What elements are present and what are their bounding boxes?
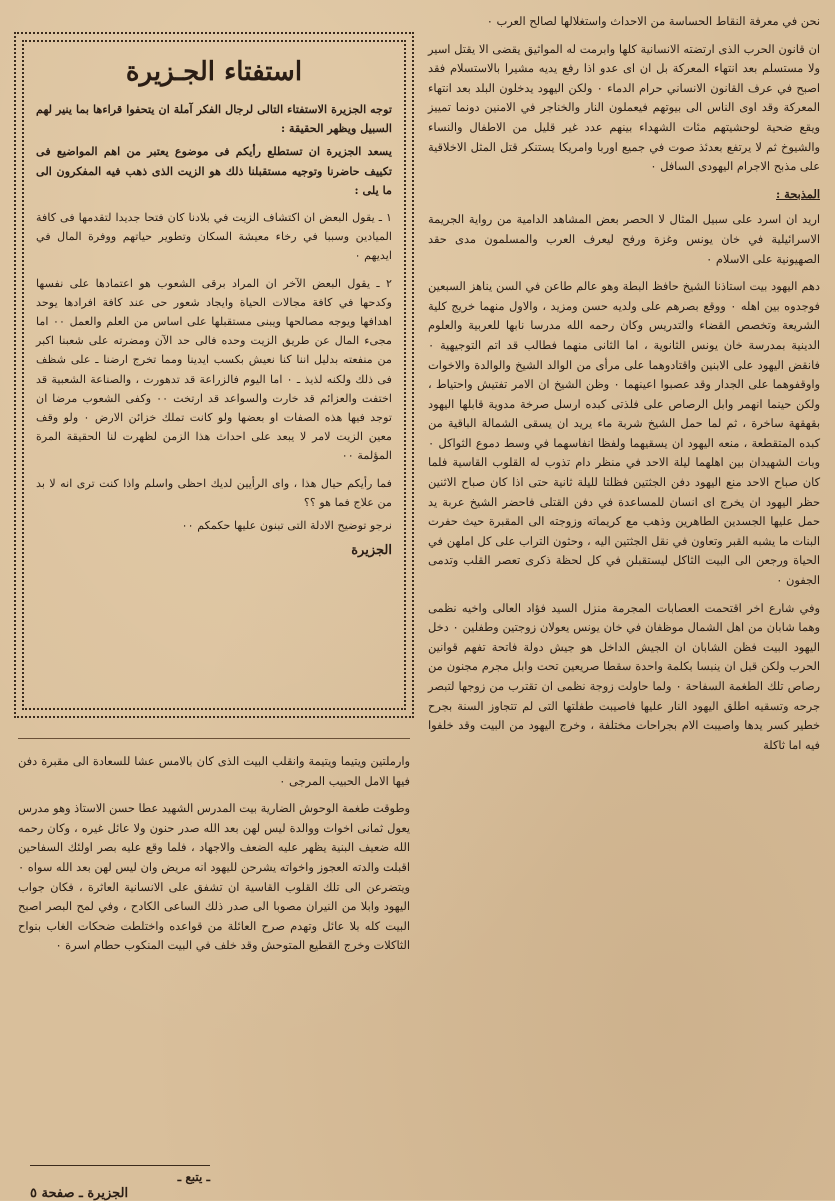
survey-signature: الجزيرة <box>351 543 392 559</box>
survey-item-1: ١ ـ يقول البعض ان اكتشاف الزيت في بلادنا كان فتحا جديدا لتقدمها فى كافة الميادين وسببا في رخاء معيشة السكان وتطوير حياتهم ووفرة المال في ايديهم ٠ <box>36 211 392 263</box>
paragraph: ان قانون الحرب الذى ارتضته الانسانية كلها وابرمت له المواثيق يقضى الا يقتل اسير ولا مستسلم بعد انتهاء المعركة بل ان اى عدو اذا رفع يديه مشيرا بالاستسلام فقد اصبح في عرف القانون الانساني حرام الدماء ٠ ولكن اليهود يدخلون البلد بعد انتهاء المعركة وقد اوى الناس الى بيوتهم فيعملون النار والخناجر في الامنين دونما تمييز ويقع ضحية لوحشيتهم مئات الشهداء بينهم عدد غير قليل من الاطفال والنساء والشيوخ ثم لا يرتفع بعدئذ صوت في جميع اوربا وامريكا يستنكر قتل المثل الاخلاقية على مذبح الاجرام اليهودى السافل ٠ <box>428 41 820 174</box>
page-footer: الجزيرة ـ صفحة ٥ <box>30 1186 129 1201</box>
left-column <box>18 752 410 964</box>
survey-intro-2: يسعد الجزيرة ان تستطلع رأيكم فى موضوع يعتبر من اهم المواضيع فى تكييف حاضرنا وتوجيه مستقبلنا ذلك هو الزيت الذى ذهب فيه المفكرون الى ما يلى : <box>36 144 392 197</box>
continued-note: ـ يتبع ـ <box>30 1165 210 1184</box>
paragraph: اريد ان اسرد على سبيل المثال لا الحصر بعض المشاهد الدامية من رواية الجريمة الاسرائيلية في خان يونس وغزة ورفح ليعرف العرب والمسلمون مدى حقد الصهيونية على الاسلام ٠ <box>428 212 820 266</box>
paragraph: وارملتين ويتيما ويتيمة وانقلب البيت الذى كان بالامس عشا للسعادة الى مقبرة دفن فيها الامل الحبيب المرجى ٠ <box>18 754 410 788</box>
survey-question: فما رأيكم حيال هذا ، واى الرأيين لديك احظى واسلم واذا كنت ترى انه لا بد من علاج فما هو ؟؟ <box>36 476 392 509</box>
right-column <box>428 12 820 763</box>
column-divider <box>18 738 410 739</box>
survey-box <box>14 32 414 718</box>
paragraph: وطوقت طغمة الوحوش الضارية بيت المدرس الشهيد عطا حسن الاستاذ وهو مدرس يعول ثمانى اخوات ووالدة ليس لهن بعد الله صدر حنون ولا عائل غيره ، وكان رحمه الله ضعيف البنية يظهر عليه الضعف والاجهاد ، فلما وقع عليه بصر اولئك السفاحين اقبلت والدته العجوز واخواته يشرحن لليهود انه مريض وان ليس لهن بعد الله سواه ٠ ويتضرعن الى تلك القلوب القاسية ان تشفق على الانسانية العاثرة ، فكان جواب اليهود وابلا من النيران مصوبا الى صدر ذلك الساعى الكادح ، وفي لمح البصر اصبح البيت كله بلا عائل وتهدم صرح العائلة من قواعده واختلطت ضحكات الغاب بنواح الثاكلات وخرج القطيع المتوحش وقد خلف في البيت المنكوب حطام اسرة ٠ <box>18 801 410 953</box>
survey-item-2: ٢ ـ يقول البعض الآخر ان المراد برقى الشعوب هو اعتمادها على نفسها وكدحها في كافة مجالات الحياة وايجاد شعور حى عند كافة افرادها يوحد اهدافها ويوجه مصالحها ويبنى مستقبلها على اساس من العلم والعمل ٠٠ اما مجىء المال عن طريق الزيت وحده فالى حد الآن ومضرته على شعبنا اكبر من منفعته بدليل اننا كنا نعيش بكسب ايدينا ومما تخرج ارضنا ـ على شظف فى ذلك ولكنه لذيذ ـ ٠ اما اليوم فالزراعة قد تدهورت ، والصناعة الشعبية قد اختفت والعزائم قد خارت والسواعد قد ارتخت ٠٠ وكفى الشعوب مرضا ان توجد فيها هذه الصفات او بعضها ولو كانت تملك خزائن الارض ٠ ولو وقف معين الزيت لامر لا يبعد على احداث هذا الزمن لظهرت لنا الحقيقة المرة المؤلمة ٠٠ <box>36 276 392 463</box>
survey-request: نرجو توضيح الادلة التى تبنون عليها حكمكم ٠٠ <box>181 519 392 533</box>
section-heading-massacre: المذبحة : <box>776 186 820 201</box>
survey-masthead: استفتاء الجـزيرة <box>125 57 303 87</box>
survey-intro: توجه الجزيرة الاستفتاء التالى لرجال الفكر آملة ان يتحفوا قراءها بما ينير لهم السبيل ويظهر الحقيقة : <box>36 102 392 136</box>
paragraph: دهم اليهود بيت استاذنا الشيخ حافظ البطة وهو عالم طاعن في السن يناهز السبعين فوجدوه بين اهله ٠ ووقع بصرهم على ولديه حسن ومزيد ، والاول منهما خريج كلية الشريعة وتخصص القضاء والتدريس وكان رحمه الله مدرسا نابها للعربية والعلوم الدينية بمدرسة خان يونس الثانوية ، اما الثانى منهما فطالب قد اتم التوجيهية ٠ فانقض اليهود على الابنين واقتادوهما على مرأى من الوالد الشيخ والوالدة والاخوات واوقفوهما على الجدار وقد عصبوا اعينهما ٠ وظن الشيخ ان الامر تفتيش واحتياط ، ولكن حينما انهمر وابل الرصاص على فلذتى كبده ارسل صرخة مدوية قابلها اليهود بقهقهة ساخرة ، ثم لما حمل الشيخ شربة ماء يريد ان يسقى الشمالة الباقية من كبده المتقطعة ، منعه اليهود ان يسقيهما ولفظا انفاسهما في وسط دموع الثواكل ٠ وبات الشهيدان بين اهلهما ليلة الاحد في منظر دام تذوب له القلوب القاسية فلما كان صباح الاحد منع اليهود دفن الجثتين فظلتا لليلة ثانية حتى اذا كان صباح الاثنين حظر اليهود ان يخرج اى انسان للمساعدة في دفن القتلى فاحضر الشيخ عربة يد حمل عليها الجسدين الطاهرين وذهب مع كريماته وزوجته الى المقبرة حيث حفرت البنات ما يشبه القبر وتعاون في نقل الجثتين اليه ، وحثون التراب على كل املهن في الحياة ورجعن الى البيت الثاكل ليستقبلن في كل لحظة ذكرى تعصر القلب وتدمى الجفون ٠ <box>428 279 821 588</box>
paragraph: وفي شارع اخر اقتحمت العصابات المجرمة منزل السيد فؤاد العالى واخيه نظمى وهما شابان من اهل الشمال موظفان في خان يونس يعولان زوجتين وطفلين ٠ دخل اليهود البيت فظن الشابان ان الجيش الداخل هو جيش دولة فاتحة تفهم قوانين الحرب ولكن قبل ان ينبسا بكلمة واحدة سقطا صريعين تحت وابل مجرم مجنون من رصاص تلك الطغمة السفاحة ٠ ولما حاولت زوجة نظمى ان تقترب من زوجها لتبصر جرحه وتسقيه اطلق اليهود النار عليها فاصيبت طفلتها التى لم تتجاوز السنة بجرح خطير كسر يدها واصيبت الام بجراحات مختلفة ، وخرج اليهود من البيت وقد خلفوا فيه اما ثاكلة <box>428 600 820 752</box>
paragraph: نحن في معرفة النقاط الحساسة من الاحداث واستغلالها لصالح العرب ٠ <box>486 14 820 28</box>
survey-box-inner <box>22 40 406 710</box>
